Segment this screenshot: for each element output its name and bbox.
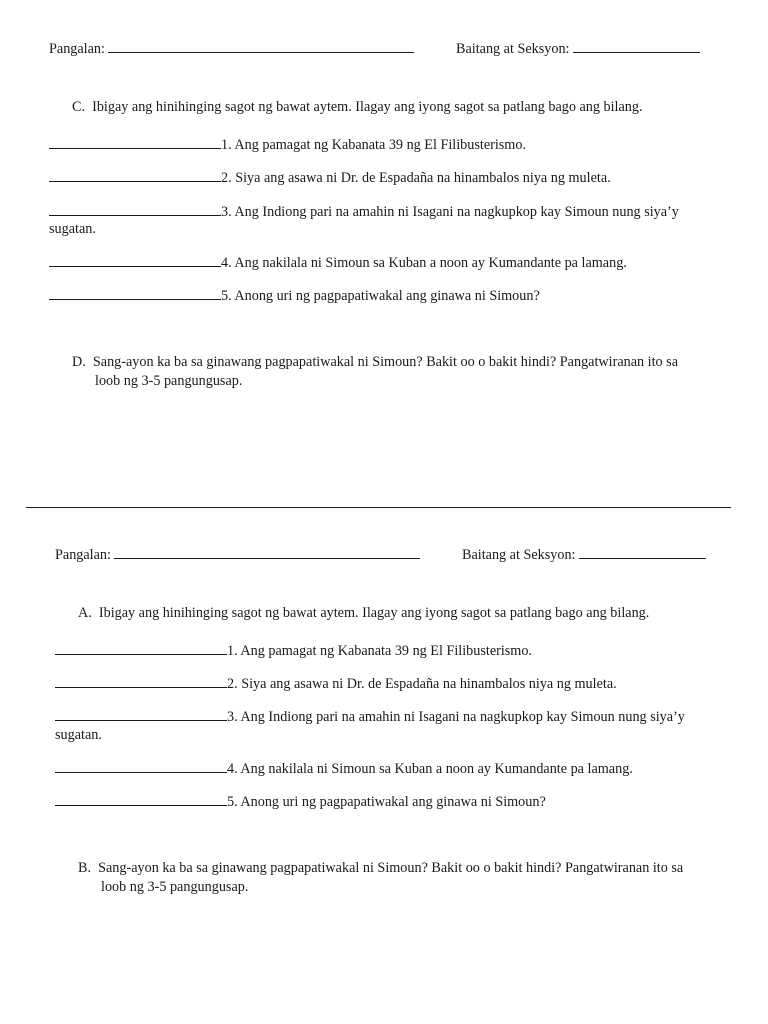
part-instruction: Ibigay ang hinihinging sagot ng bawat aytem. Ilagay ang iyong sagot sa patlang bago ang bilang. [98, 605, 650, 621]
question-text-continued: sugatan. [55, 727, 102, 743]
question-item [55, 792, 546, 812]
question-text: 2. Siya ang asawa ni Dr. de Espadaña na hinambalos niya ng muleta. [227, 676, 617, 692]
question-item [49, 286, 540, 306]
cut-divider [26, 507, 731, 508]
part-letter: A. [78, 605, 92, 621]
essay-prompt-line1: Sang-ayon ka ba sa ginawang pagpapatiwakal ni Simoun? Bakit oo o bakit hindi? Pangatwiranan ito sa [98, 860, 684, 876]
grade-section-field [456, 39, 700, 59]
part-heading [72, 98, 643, 117]
answer-blank[interactable] [49, 168, 221, 182]
part-letter: C. [72, 99, 86, 115]
answer-blank[interactable] [49, 253, 221, 267]
question-text: 1. Ang pamagat ng Kabanata 39 ng El Filibusterismo. [221, 137, 526, 153]
answer-blank[interactable] [55, 792, 227, 806]
answer-blank[interactable] [49, 286, 221, 300]
question-text: 3. Ang Indiong pari na amahin ni Isagani na nagkupkop kay Simoun nung siya’y [227, 709, 685, 725]
answer-blank[interactable] [55, 759, 227, 773]
grade-section-field [462, 545, 706, 565]
part-heading [78, 604, 649, 623]
question-text: 2. Siya ang asawa ni Dr. de Espadaña na hinambalos niya ng muleta. [221, 170, 611, 186]
grade-section-blank[interactable] [573, 39, 700, 53]
question-item [49, 253, 627, 273]
question-text: 5. Anong uri ng pagpapatiwakal ang ginawa ni Simoun? [221, 288, 540, 304]
grade-section-label: Baitang at Seksyon: [456, 41, 570, 57]
question-text-continued: sugatan. [49, 221, 96, 237]
name-label: Pangalan: [55, 547, 111, 563]
part-letter: D. [72, 354, 86, 370]
question-text: 4. Ang nakilala ni Simoun sa Kuban a noon ay Kumandante pa lamang. [221, 255, 627, 271]
part-instruction: Ibigay ang hinihinging sagot ng bawat aytem. Ilagay ang iyong sagot sa patlang bago ang bilang. [92, 99, 643, 115]
question-text: 1. Ang pamagat ng Kabanata 39 ng El Filibusterismo. [227, 643, 532, 659]
answer-blank[interactable] [49, 135, 221, 149]
question-text: 5. Anong uri ng pagpapatiwakal ang ginawa ni Simoun? [227, 794, 546, 810]
answer-blank[interactable] [49, 202, 221, 216]
essay-question [78, 859, 683, 878]
question-item [49, 168, 611, 188]
grade-section-label: Baitang at Seksyon: [462, 547, 576, 563]
essay-prompt-line1: Sang-ayon ka ba sa ginawang pagpapatiwakal ni Simoun? Bakit oo o bakit hindi? Pangatwiranan ito sa [92, 354, 678, 370]
question-text: 4. Ang nakilala ni Simoun sa Kuban a noon ay Kumandante pa lamang. [227, 761, 633, 777]
answer-blank[interactable] [55, 707, 227, 721]
name-field [49, 39, 414, 59]
question-item [55, 641, 532, 661]
part-letter: B. [78, 860, 92, 876]
name-blank[interactable] [108, 39, 414, 53]
essay-question [72, 353, 678, 372]
question-text: 3. Ang Indiong pari na amahin ni Isagani na nagkupkop kay Simoun nung siya’y [221, 204, 679, 220]
question-item [55, 707, 685, 727]
question-item [55, 674, 617, 694]
question-item [55, 759, 633, 779]
name-field [55, 545, 420, 565]
answer-blank[interactable] [55, 674, 227, 688]
essay-prompt-line2: loob ng 3-5 pangungusap. [95, 373, 243, 389]
grade-section-blank[interactable] [579, 545, 706, 559]
question-item [49, 202, 679, 222]
essay-prompt-line2: loob ng 3-5 pangungusap. [101, 879, 249, 895]
question-item [49, 135, 526, 155]
answer-blank[interactable] [55, 641, 227, 655]
name-label: Pangalan: [49, 41, 105, 57]
name-blank[interactable] [114, 545, 420, 559]
